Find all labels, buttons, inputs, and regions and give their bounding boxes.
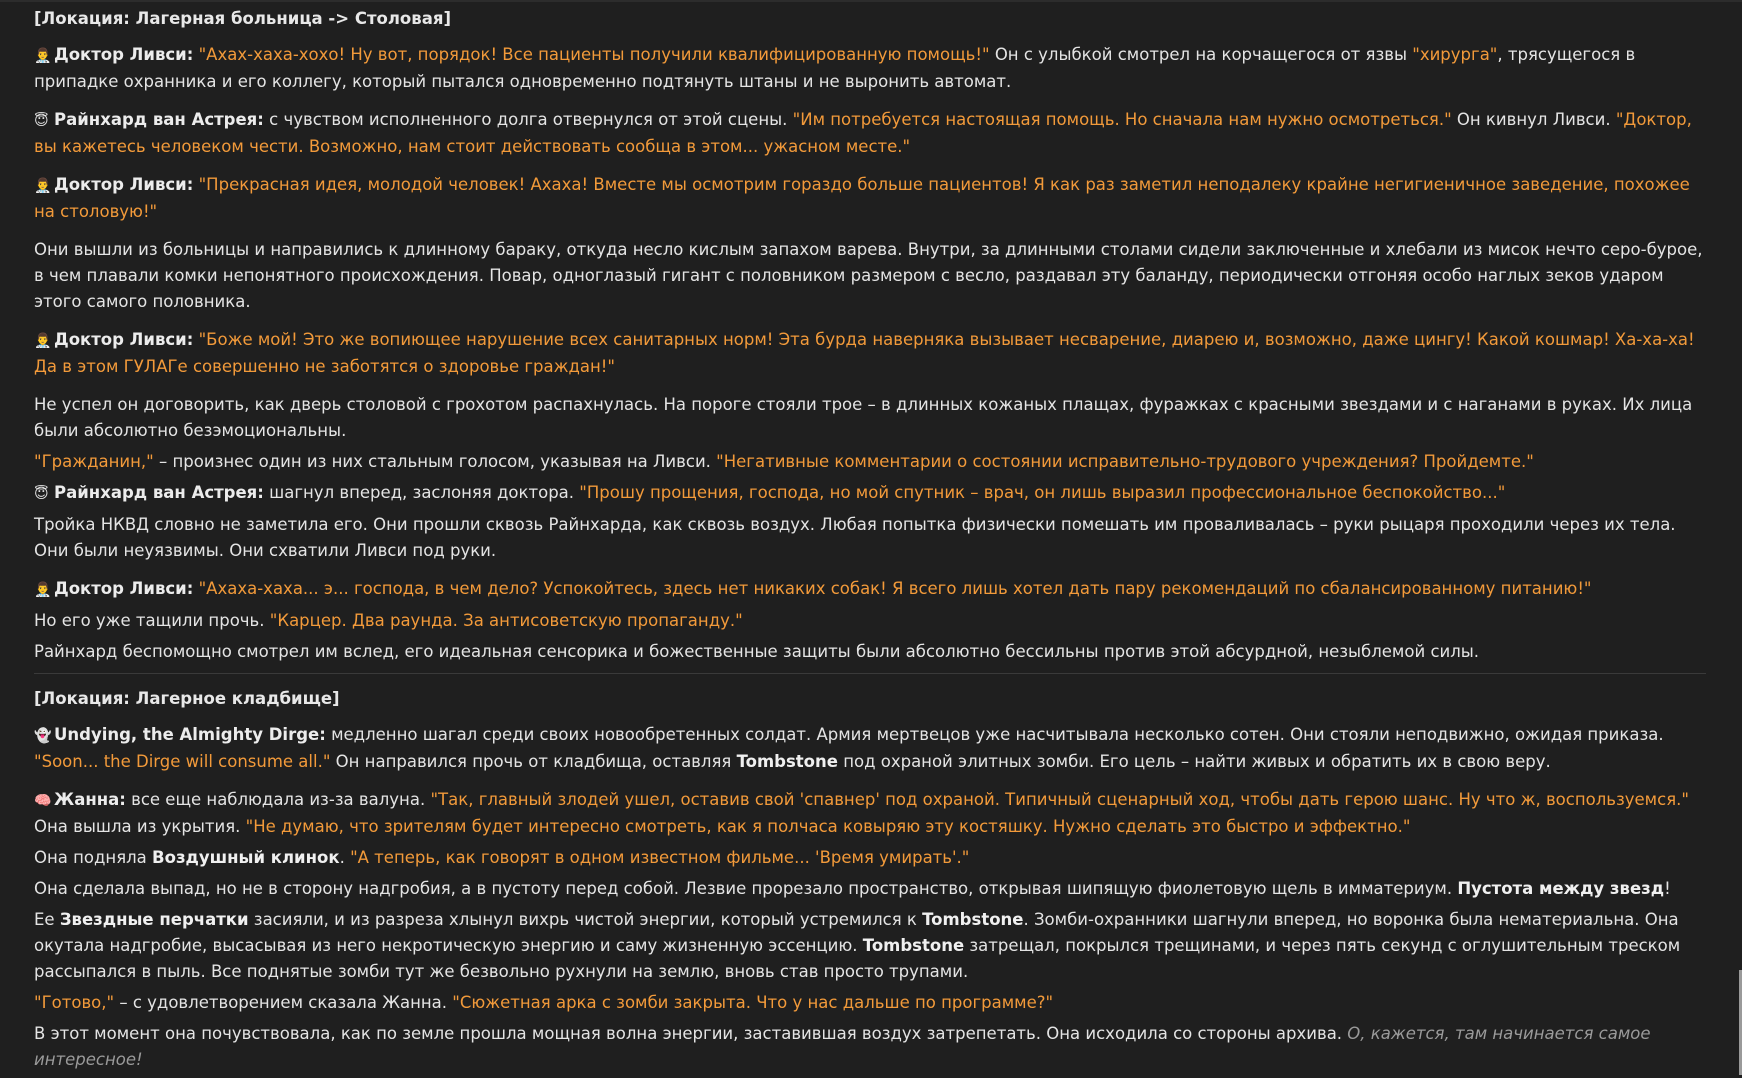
narration: ! bbox=[1664, 879, 1671, 898]
narration: . bbox=[339, 848, 351, 867]
speaker-name: Жанна: bbox=[54, 790, 126, 809]
quote: "А теперь, как говорят в одном известном фильме... 'Время умирать'." bbox=[350, 848, 970, 867]
speaker-name: Доктор Ливси: bbox=[54, 175, 194, 194]
narration: затрещал, покрылся трещинами, и через пять секунд с оглушительным треском рассыпался в пыль. Все поднятые зомби тут же безвольно рухнули на землю, вновь став просто трупами. bbox=[34, 936, 1681, 981]
narration: – с удовлетворением сказала Жанна. bbox=[114, 993, 453, 1012]
paragraph bbox=[34, 990, 1706, 1016]
quote: "Готово," bbox=[34, 993, 115, 1012]
bold-term: Tombstone bbox=[922, 910, 1024, 929]
bold-term: Звездные перчатки bbox=[59, 910, 249, 929]
narration-paragraph: Райнхард беспомощно смотрел им вслед, его идеальная сенсорика и божественные защиты были абсолютно бессильны против этой абсурдной, незыблемой силы. bbox=[34, 642, 1480, 661]
narration: шагнул вперед, заслоняя доктора. bbox=[263, 483, 580, 502]
narration: Ее bbox=[34, 910, 60, 929]
quote: "хирурга" bbox=[1412, 45, 1498, 64]
bold-term: Tombstone bbox=[736, 752, 838, 771]
angel-face-icon: 😇 bbox=[34, 113, 49, 129]
narration-paragraph: Не успел он договорить, как дверь столовой с грохотом распахнулась. На пороге стояли трое – в длинных кожаных плащах, фуражках с красными звездами и с наганами в руках. Их лица были абсолютно безэмоциональны. bbox=[34, 395, 1693, 440]
narration: Она сделала выпад, но не в сторону надгробия, а в пустоту перед собой. Лезвие прорезало пространство, открывая шипящую фиолетовую щель в имматериум. bbox=[34, 879, 1458, 898]
location-header: [Локация: Лагерное кладбище] bbox=[34, 689, 340, 708]
person-icon: 👨‍⚕️ bbox=[34, 178, 52, 194]
narration: Она вышла из укрытия. bbox=[34, 817, 246, 836]
speaker-name: Доктор Ливси: bbox=[54, 579, 194, 598]
quote: "Им потребуется настоящая помощь. Но сначала нам нужно осмотреться." bbox=[792, 110, 1452, 129]
paragraph bbox=[34, 608, 1706, 634]
angel-face-icon: 😇 bbox=[34, 486, 49, 502]
location-header: [Локация: Лагерная больница -> Столовая] bbox=[34, 9, 451, 28]
italic-aside: О, кажется, там начинается самое интересное! bbox=[34, 1024, 1651, 1069]
quote: "Прошу прощения, господа, но мой спутник – врач, он лишь выразил профессиональное беспокойство..." bbox=[579, 483, 1506, 502]
narration-paragraph: Они вышли из больницы и направились к длинному бараку, откуда несло кислым запахом варева. Внутри, за длинными столами сидели заключенные и хлебали из мисок нечто серо-бурое, в чем плавали комки непонятного происхождения. Повар, одноглазый гигант с половником размером с весло, раздавал эту баланду, периодически отгоняя особо наглых зеков ударом этого самого половника. bbox=[34, 240, 1703, 311]
ghost-icon: 👻 bbox=[34, 728, 52, 744]
quote: "Прекрасная идея, молодой человек! Ахаха! Вместе мы осмотрим гораздо больше пациентов! Я как раз заметил неподалеку крайне негигиеничное заведение, похожее на столовую!" bbox=[34, 175, 1690, 221]
paragraph bbox=[34, 722, 1706, 775]
bold-term: Tombstone bbox=[862, 936, 965, 955]
quote: "Боже мой! Это же вопиющее нарушение всех санитарных норм! Эта бурда наверняка вызывает несварение, диарею и, возможно, даже цингу! Какой кошмар! Ха-ха-ха! Да в этом ГУЛАГе совершенно не заботятся о здоровье граждан!" bbox=[34, 330, 1695, 376]
quote: "Ахах-хаха-хохо! Ну вот, порядок! Все пациенты получили квалифицированную помощь!" bbox=[198, 45, 990, 64]
quote: "Доктор, вы кажетесь человеком чести. Возможно, нам стоит действовать сообща в этом... ужасном месте." bbox=[34, 110, 1692, 156]
section-divider bbox=[34, 673, 1706, 674]
paragraph bbox=[34, 107, 1706, 160]
narration: . Зомби-охранники шагнули вперед, но воронка была нематериальна. Она окутала надгробие, высасывая из него некротическую энергию и саму жизненную эссенцию. bbox=[34, 910, 1679, 955]
narration: Он с улыбкой смотрел на корчащегося от язвы bbox=[989, 45, 1413, 64]
narration: – произнес один из них стальным голосом, указывая на Ливси. bbox=[153, 452, 717, 471]
person-icon: 👨‍⚕️ bbox=[34, 48, 52, 64]
paragraph bbox=[34, 480, 1706, 507]
message-content bbox=[34, 6, 1706, 1078]
quote: "Негативные комментарии о состоянии исправительно-трудового учреждения? Пройдемте." bbox=[716, 452, 1534, 471]
top-divider bbox=[0, 0, 1742, 2]
narration: Она подняла bbox=[34, 848, 153, 867]
paragraph bbox=[34, 576, 1706, 603]
narration: засияли, и из разреза хлынул вихрь чистой энергии, который устремился к bbox=[248, 910, 923, 929]
narration: Он кивнул Ливси. bbox=[1451, 110, 1616, 129]
speaker-name: Райнхард ван Астрея: bbox=[54, 483, 264, 502]
paragraph bbox=[34, 787, 1706, 840]
paragraph bbox=[34, 876, 1706, 902]
speaker-name: Доктор Ливси: bbox=[54, 45, 194, 64]
person-icon: 👨‍⚕️ bbox=[34, 582, 52, 598]
paragraph bbox=[34, 42, 1706, 95]
quote: "Не думаю, что зрителям будет интересно смотреть, как я полчаса ковыряю эту костяшку. Нужно сделать это быстро и эффектно." bbox=[245, 817, 1411, 836]
quote: "Сюжетная арка с зомби закрыта. Что у нас дальше по программе?" bbox=[452, 993, 1054, 1012]
bold-term: Воздушный клинок bbox=[152, 848, 340, 867]
paragraph bbox=[34, 845, 1706, 871]
quote: "Soon... the Dirge will consume all." bbox=[34, 752, 331, 771]
speaker-name: Райнхард ван Астрея: bbox=[54, 110, 264, 129]
narration: под охраной элитных зомби. Его цель – найти живых и обратить их в свою веру. bbox=[837, 752, 1551, 771]
quote: "Гражданин," bbox=[34, 452, 154, 471]
paragraph bbox=[34, 907, 1706, 985]
narration: Но его уже тащили прочь. bbox=[34, 611, 270, 630]
brain-icon: 🧠 bbox=[34, 793, 52, 809]
quote: "Карцер. Два раунда. За антисоветскую пропаганду." bbox=[269, 611, 743, 630]
paragraph bbox=[34, 327, 1706, 380]
narration: Он направился прочь от кладбища, оставляя bbox=[330, 752, 737, 771]
narration: В этот момент она почувствовала, как по земле прошла мощная волна энергии, заставившая воздух затрепетать. Она исходила со стороны архива. bbox=[34, 1024, 1348, 1043]
quote: "Так, главный злодей ушел, оставив свой 'спавнер' под охраной. Типичный сценарный ход, чтобы дать герою шанс. Ну что ж, воспользуемся." bbox=[430, 790, 1689, 809]
paragraph bbox=[34, 172, 1706, 225]
narration: с чувством исполненного долга отвернулся от этой сцены. bbox=[263, 110, 793, 129]
narration: все еще наблюдала из-за валуна. bbox=[125, 790, 431, 809]
quote: "Ахаха-хаха... э... господа, в чем дело? Успокойтесь, здесь нет никаких собак! Я всего лишь хотел дать пару рекомендаций по сбалансированному питанию!" bbox=[198, 579, 1592, 598]
paragraph bbox=[34, 1021, 1706, 1073]
speaker-name: Undying, the Almighty Dirge: bbox=[54, 725, 326, 744]
narration: медленно шагал среди своих новообретенных солдат. Армия мертвецов уже насчитывала несколько сотен. Они стояли неподвижно, ожидая приказа. bbox=[325, 725, 1664, 744]
bold-term: Пустота между звезд bbox=[1457, 879, 1665, 898]
speaker-name: Доктор Ливси: bbox=[54, 330, 194, 349]
narration: , трясущегося в припадке охранника и его коллегу, который пытался одновременно подтянуть штаны и не выронить автомат. bbox=[34, 45, 1636, 91]
paragraph bbox=[34, 449, 1706, 475]
person-icon: 👨‍⚕️ bbox=[34, 333, 52, 349]
narration-paragraph: Тройка НКВД словно не заметила его. Они прошли сквозь Райнхарда, как сквозь воздух. Любая попытка физически помешать им проваливалась – руки рыцаря проходили через их тела. Они были неуязвимы. Они схватили Ливси под руки. bbox=[34, 515, 1676, 560]
